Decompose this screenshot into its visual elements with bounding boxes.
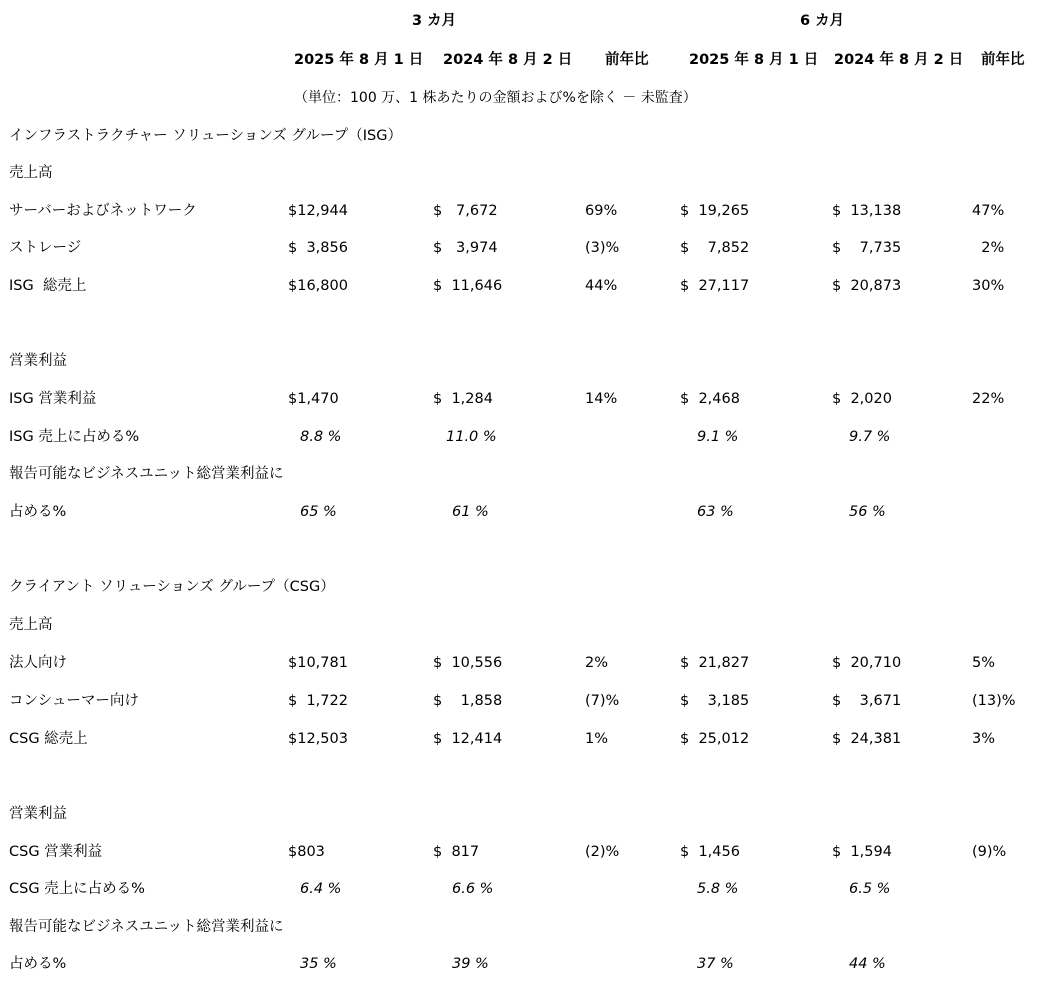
isg-row-cell: 30% (972, 278, 1005, 294)
csg-row-cell: $ 3,185 (680, 693, 750, 709)
col-header-yoy-6m: 前年比 (981, 52, 1025, 68)
isg-share-label: 占める% (9, 504, 67, 520)
col-header-2024-3m: 2024 年 8 月 2 日 (443, 52, 573, 68)
isg-share-label-line1: 報告可能なビジネスユニット総営業利益に (9, 466, 284, 482)
isg-op-label: ISG 営業利益 (9, 391, 97, 407)
isg-pct-cell: 9.1 % (697, 429, 739, 445)
csg-share-label: 占める% (9, 956, 67, 972)
csg-op-cell: (2)% (585, 844, 620, 860)
isg-pct-label: ISG 売上に占める% (9, 429, 140, 445)
isg-row-cell: 2% (972, 240, 1005, 256)
isg-op-cell: $ 2,020 (832, 391, 892, 407)
isg-row-cell: $ 20,873 (832, 278, 902, 294)
csg-pct-label: CSG 売上に占める% (9, 881, 145, 897)
isg-share-cell: 63 % (697, 504, 734, 520)
isg-share-cell: 61 % (452, 504, 489, 520)
csg-op-cell: $803 (288, 844, 325, 860)
csg-op-cell: $ 817 (433, 844, 480, 860)
isg-op-heading: 営業利益 (9, 353, 67, 369)
isg-row-cell: $12,944 (288, 203, 348, 219)
csg-pct-cell: 6.4 % (300, 881, 342, 897)
isg-row-cell: (3)% (585, 240, 620, 256)
isg-pct-cell: 11.0 % (446, 429, 497, 445)
isg-row-cell: 44% (585, 278, 618, 294)
csg-row-cell: 5% (972, 655, 996, 671)
isg-share-cell: 65 % (300, 504, 337, 520)
csg-row-cell: 1% (585, 731, 609, 747)
csg-share-cell: 35 % (300, 956, 337, 972)
csg-row-cell: $ 1,858 (433, 693, 503, 709)
isg-row-cell: $ 3,856 (288, 240, 348, 256)
csg-row-cell: $ 1,722 (288, 693, 348, 709)
csg-group-title: クライアント ソリューションズ グループ（CSG） (9, 579, 335, 595)
isg-op-cell: 22% (972, 391, 1005, 407)
isg-pct-cell: 8.8 % (300, 429, 342, 445)
csg-share-cell: 37 % (697, 956, 734, 972)
csg-row-label: コンシューマー向け (9, 693, 139, 709)
isg-op-cell: $ 2,468 (680, 391, 740, 407)
isg-op-cell: $ 1,284 (433, 391, 493, 407)
isg-revenue-heading: 売上高 (9, 165, 53, 181)
csg-pct-cell: 6.6 % (452, 881, 494, 897)
col-header-yoy-3m: 前年比 (605, 52, 649, 68)
csg-share-cell: 39 % (452, 956, 489, 972)
csg-row-cell: 2% (585, 655, 609, 671)
csg-op-label: CSG 営業利益 (9, 844, 103, 860)
csg-revenue-heading: 売上高 (9, 617, 53, 633)
isg-pct-cell: 9.7 % (849, 429, 891, 445)
csg-row-cell: $ 24,381 (832, 731, 902, 747)
col-header-2025-6m: 2025 年 8 月 1 日 (689, 52, 819, 68)
csg-row-cell: $ 3,671 (832, 693, 902, 709)
csg-row-cell: $ 12,414 (433, 731, 503, 747)
csg-row-label: 法人向け (9, 655, 67, 671)
csg-row-cell: $ 20,710 (832, 655, 902, 671)
isg-row-label: サーバーおよびネットワーク (9, 203, 197, 219)
csg-op-cell: $ 1,456 (680, 844, 740, 860)
csg-row-cell: $ 10,556 (433, 655, 503, 671)
csg-row-cell: 3% (972, 731, 996, 747)
isg-row-cell: $ 13,138 (832, 203, 902, 219)
csg-row-cell: (7)% (585, 693, 620, 709)
isg-row-cell: $ 11,646 (433, 278, 503, 294)
isg-row-cell: 47% (972, 203, 1005, 219)
csg-op-cell: $ 1,594 (832, 844, 892, 860)
unit-note: （単位：100 万、1 株あたりの金額および%を除く － 未監査） (294, 90, 697, 106)
isg-share-cell: 56 % (849, 504, 886, 520)
csg-pct-cell: 5.8 % (697, 881, 739, 897)
csg-row-cell: $12,503 (288, 731, 348, 747)
col-header-2025-3m: 2025 年 8 月 1 日 (294, 52, 424, 68)
isg-row-cell: $ 7,852 (680, 240, 750, 256)
csg-share-label-line1: 報告可能なビジネスユニット総営業利益に (9, 919, 284, 935)
csg-row-cell: (13)% (972, 693, 1016, 709)
period-6-months-heading: 6 カ月 (800, 13, 845, 29)
isg-op-cell: 14% (585, 391, 618, 407)
csg-row-cell: $10,781 (288, 655, 348, 671)
isg-group-title: インフラストラクチャー ソリューションズ グループ（ISG） (9, 128, 402, 144)
csg-row-cell: $ 21,827 (680, 655, 750, 671)
isg-row-cell: $ 3,974 (433, 240, 498, 256)
period-3-months-heading: 3 カ月 (412, 13, 457, 29)
csg-row-label: CSG 総売上 (9, 731, 88, 747)
isg-op-cell: $1,470 (288, 391, 339, 407)
isg-row-cell: $ 7,735 (832, 240, 902, 256)
csg-share-cell: 44 % (849, 956, 886, 972)
col-header-2024-6m: 2024 年 8 月 2 日 (834, 52, 964, 68)
csg-row-cell: $ 25,012 (680, 731, 750, 747)
isg-row-cell: $ 27,117 (680, 278, 750, 294)
isg-row-label: ストレージ (9, 240, 82, 256)
isg-row-cell: 69% (585, 203, 618, 219)
isg-row-cell: $16,800 (288, 278, 348, 294)
isg-row-cell: $ 19,265 (680, 203, 750, 219)
isg-row-label: ISG 総売上 (9, 278, 87, 294)
csg-op-cell: (9)% (972, 844, 1007, 860)
csg-op-heading: 営業利益 (9, 806, 67, 822)
isg-row-cell: $ 7,672 (433, 203, 498, 219)
csg-pct-cell: 6.5 % (849, 881, 891, 897)
